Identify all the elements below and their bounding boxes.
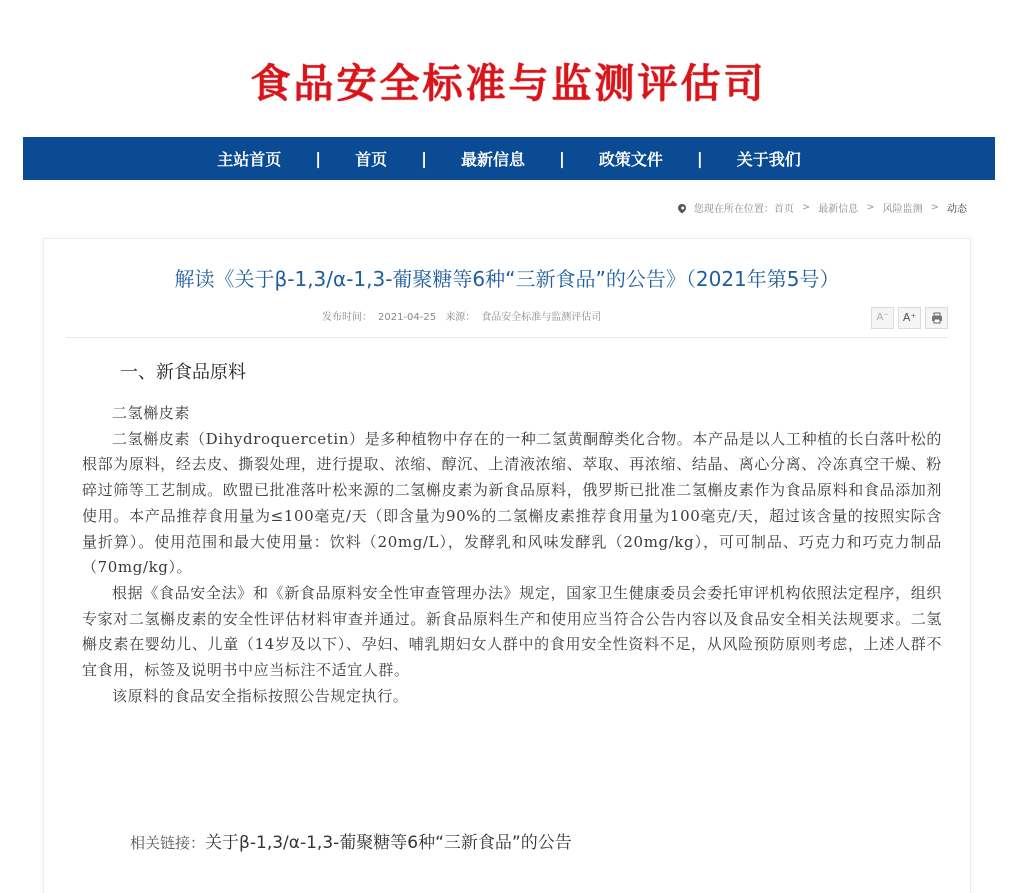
publish-date: 2021-04-25 <box>378 312 437 323</box>
article-tools <box>867 307 948 329</box>
printer-icon <box>931 312 943 324</box>
title-divider <box>66 337 948 338</box>
nav-separator: | <box>315 149 322 168</box>
publish-label: 发布时间： <box>322 312 372 323</box>
breadcrumb-item-latest-info[interactable]: 最新信息 <box>818 204 859 215</box>
related-label: 相关链接： <box>130 834 206 852</box>
nav-separator: | <box>559 149 565 168</box>
body-paragraph: 根据《食品安全法》和《新食品原料安全性审查管理办法》规定，国家卫生健康委员会委托审评机构依照法定程序，组织专家对二氢槲皮素的安全性评估材料审查并通过。新食品原料生产和使用应当符合公告内容以及食品安全相关法规要求。二氢槲皮素在婴幼儿、儿童（14岁及以下）、孕妇、哺乳期妇女人群中的食用安全性资料不足，从风险预防原则考虑，上述人群不宜食用，标签及说明书中应当标注不适宜人群。 <box>82 583 942 680</box>
breadcrumb-item-home[interactable]: 首页 <box>773 204 794 215</box>
nav-separator: | <box>696 149 703 168</box>
breadcrumb-separator: > <box>801 202 811 213</box>
print-button[interactable] <box>925 307 948 329</box>
section-heading: 一、新食品原料 <box>120 362 246 383</box>
breadcrumb-item-risk-monitoring[interactable]: 风险监测 <box>882 204 923 215</box>
nav-item-latest-info[interactable]: 最新信息 <box>460 150 525 169</box>
site-title: 食品安全标准与监测评估司 <box>250 61 767 107</box>
breadcrumb <box>678 200 967 215</box>
breadcrumb-separator: > <box>866 202 875 213</box>
body-paragraph: 二氢槲皮素（Dihydroquercetin）是多种植物中存在的一种二氢黄酮醇类化合物。本产品是以人工种植的长白落叶松的根部为原料，经去皮、撕裂处理，进行提取、浓缩、醇沉、上清液浓缩、萃取、再浓缩、结晶、离心分离、冷冻真空干燥、粉碎过筛等工艺制成。欧盟已批准落叶松来源的二氢槲皮素为新食品原料，俄罗斯已批准二氢槲皮素作为食品原料和食品添加剂使用。本产品推荐食用量为≤100毫克/天（即含量为90%的二氢槲皮素推荐食用量为100毫克/天，超过该含量的按照实际含量折算）。使用范围和最大使用量：饮料（20mg/L），发酵乳和风味发酵乳（20mg/kg），可可制品、巧克力和巧克力制品（70mg/kg）。 <box>82 429 942 577</box>
article-body <box>82 401 942 709</box>
nav-item-main-site-home[interactable]: 主站首页 <box>217 150 282 169</box>
nav-item-about-us[interactable]: 关于我们 <box>736 150 801 169</box>
font-smaller-button[interactable]: A⁻ <box>871 307 894 329</box>
nav-item-home[interactable]: 首页 <box>355 150 388 169</box>
related-link[interactable]: 关于β-1,3/α-1,3-葡聚糖等6种“三新食品”的公告 <box>205 833 572 853</box>
body-paragraph: 二氢槲皮素 <box>112 404 191 422</box>
font-larger-button[interactable]: A⁺ <box>898 307 921 329</box>
body-paragraph: 该原料的食品安全指标按照公告规定执行。 <box>112 686 409 705</box>
main-nav <box>23 137 995 180</box>
article-title: 解读《关于β-1,3/α-1,3-葡聚糖等6种“三新食品”的公告》（2021年第5号） <box>174 267 840 291</box>
nav-separator: | <box>421 149 427 168</box>
article-container <box>43 238 971 893</box>
breadcrumb-separator: > <box>930 202 939 213</box>
breadcrumb-prefix: 您现在所在位置： <box>693 204 774 215</box>
nav-item-policy-docs[interactable]: 政策文件 <box>598 150 663 169</box>
location-pin-icon <box>676 202 687 213</box>
source-label: 来源： <box>445 312 476 323</box>
breadcrumb-item-current[interactable]: 动态 <box>947 204 967 215</box>
source-name: 食品安全标准与监测评估司 <box>481 312 602 323</box>
related-links <box>130 828 572 853</box>
article-meta <box>322 308 607 323</box>
